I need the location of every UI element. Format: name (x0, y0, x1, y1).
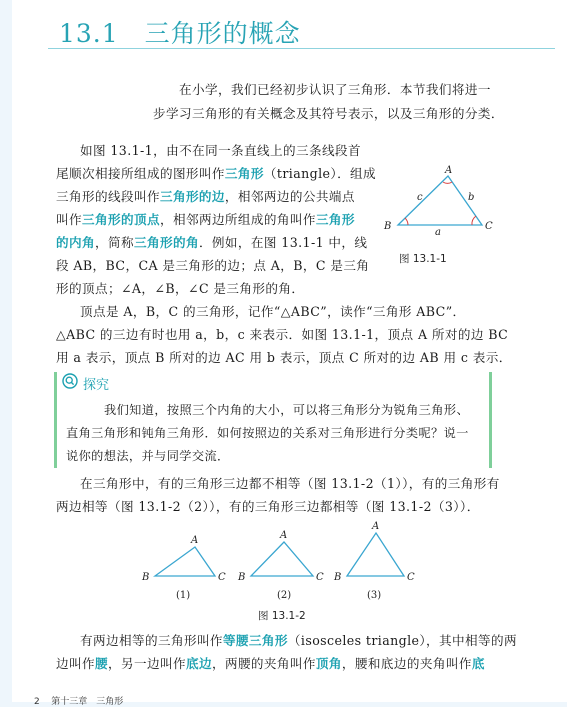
text: ．例如，在图 13.1-1 中，线 (198, 235, 368, 250)
term-interior-angle-2: 的内角 (56, 235, 95, 250)
para1-line-3 (56, 185, 355, 208)
text: （isosceles triangle），其中相等的两 (287, 633, 518, 648)
term-leg: 腰 (94, 656, 108, 671)
intro-line-1: 在小学，我们已经初步认识了三角形．本节我们将进一 (179, 82, 491, 97)
angle-c-mark (472, 216, 476, 225)
term-isosceles: 等腰三角形 (222, 633, 288, 648)
page-number: 2 (34, 697, 40, 707)
term-interior-angle: 三角形 (315, 212, 355, 227)
figure-13-1-1 (372, 160, 512, 240)
para4-line-1 (80, 629, 517, 652)
t2-vertex-b: B (238, 572, 246, 583)
section-title: 13.1 三角形的概念 (59, 19, 301, 48)
para2-line-2: △ABC 的三边有时也用 a，b，c 来表示．如图 13.1-1，顶点 A 所对的边 BC (56, 327, 509, 342)
para1-line-5 (56, 231, 367, 254)
explore-heading (62, 373, 109, 393)
angle-b-mark (405, 218, 408, 225)
side-c-label: c (417, 192, 423, 203)
text: ，简称 (94, 235, 134, 250)
explore-left-bar (54, 372, 57, 468)
equilateral-triangle (347, 533, 404, 576)
explore-line-2: 直角三角形和钝角三角形．如何按照边的关系对三角形进行分类呢？说一 (66, 426, 469, 440)
text: （triangle）．组成 (263, 166, 377, 181)
magnifier-icon (62, 373, 78, 393)
page-footer (34, 694, 123, 707)
text: ，相邻两边所组成的角叫作 (159, 212, 316, 227)
title-rule (48, 48, 555, 49)
scalene-triangle (155, 547, 215, 576)
text: 边叫作 (56, 656, 95, 671)
term-vertex: 三角形的顶点 (82, 212, 160, 227)
text: 有两边相等的三角形叫作 (80, 633, 223, 648)
para4-line-2 (56, 652, 485, 675)
vertex-b-label: B (384, 221, 392, 232)
explore-line-1: 我们知道，按照三个内角的大小，可以将三角形分为锐角三角形、 (104, 403, 470, 417)
term-angle: 三角形的角 (133, 235, 199, 250)
para1-line-1: 如图 13.1-1，由不在同一条直线上的三条线段首 (80, 143, 361, 158)
textbook-page (12, 0, 567, 707)
para3-line-2: 两边相等（图 13.1-2（2）），有的三角形三边都相等（图 13.1-2（3））． (56, 499, 480, 514)
para1-line-7: 形的顶点；∠A，∠B，∠C 是三角形的角． (56, 281, 305, 296)
explore-right-bar (489, 372, 492, 468)
t2-vertex-a: A (280, 530, 288, 541)
explore-title: 探究 (83, 377, 110, 393)
figure-2-caption: 图 13.1-2 (258, 610, 306, 622)
side-b-label: b (468, 192, 475, 203)
text: ，两腰的夹角叫作 (211, 656, 316, 671)
text: 尾顺次相接所组成的图形叫作 (56, 166, 225, 181)
term-base: 底边 (185, 656, 212, 671)
text: ，相邻两边的公共端点 (224, 189, 355, 204)
term-side: 三角形的边 (159, 189, 225, 204)
figure-1-caption: 图 13.1-1 (399, 253, 447, 265)
term-apex-angle: 顶角 (315, 656, 342, 671)
para2-line-3: 用 a 表示，顶点 B 所对的边 AC 用 b 表示，顶点 C 所对的边 AB 用 c 表示． (56, 350, 512, 365)
side-a-label: a (435, 227, 441, 238)
figure-13-1-2 (137, 520, 417, 608)
t3-vertex-c: C (407, 572, 415, 583)
t1-vertex-b: B (142, 572, 150, 583)
t2-label: (2) (277, 590, 292, 601)
para1-line-6: 段 AB，BC，CA 是三角形的边；点 A，B，C 是三角 (56, 258, 370, 273)
text: 叫作 (56, 212, 82, 227)
term-triangle: 三角形 (224, 166, 264, 181)
intro-line-2: 步学习三角形的有关概念及其符号表示，以及三角形的分类． (153, 106, 504, 121)
t2-vertex-c: C (316, 572, 324, 583)
text: ，另一边叫作 (107, 656, 186, 671)
para1-line-4 (56, 208, 355, 231)
para1-line-2 (56, 162, 376, 185)
text: 三角形的线段叫作 (56, 189, 160, 204)
t1-vertex-a: A (191, 535, 199, 546)
chapter-name: 第十三章 三角形 (51, 697, 124, 707)
t1-label: (1) (176, 590, 191, 601)
text: ，腰和底边的夹角叫作 (341, 656, 472, 671)
para3-line-1: 在三角形中，有的三角形三边都不相等（图 13.1-2（1）），有的三角形有 (80, 476, 500, 491)
t1-vertex-c: C (218, 572, 226, 583)
explore-line-3: 说你的想法，并与同学交流． (66, 449, 230, 463)
term-base-angle: 底 (471, 656, 485, 671)
isosceles-triangle (251, 542, 313, 576)
angle-a-mark (443, 182, 452, 183)
vertex-c-label: C (485, 221, 493, 232)
para2-line-1: 顶点是 A，B，C 的三角形，记作“△ABC”，读作“三角形 ABC”． (80, 304, 466, 319)
t3-label: (3) (367, 590, 382, 601)
vertex-a-label: A (445, 165, 453, 176)
t3-vertex-b: B (334, 572, 342, 583)
t3-vertex-a: A (372, 521, 380, 532)
